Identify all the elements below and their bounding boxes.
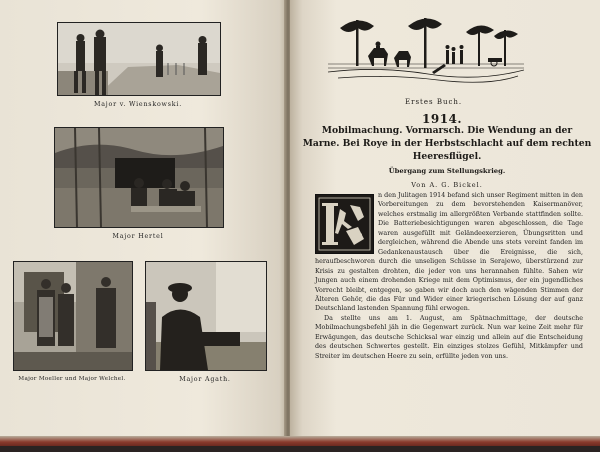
photo-dugout: [54, 127, 224, 228]
caption-photo1: Major v. Wienskowski.: [93, 101, 183, 108]
caption-photo2: Major Hertel: [112, 233, 164, 240]
chapter-year: 1914.: [422, 112, 463, 126]
drop-cap-illustration: [315, 194, 374, 254]
header-vignette-illustration: [328, 14, 524, 84]
book-bottom-edge: [0, 436, 600, 446]
photo-officers-road: [57, 22, 221, 96]
photo-major-agath: [145, 261, 267, 371]
caption-photo4: Major Agath.: [179, 376, 231, 383]
chapter-headline: Mobilmachung. Vormarsch. Die Wendung an der Marne. Bei Roye in der Herbstschlacht auf dem rechten Heeresflügel.: [302, 125, 592, 162]
book-label: Erstes Buch.: [405, 98, 463, 106]
chapter-subheadline: Übergang zum Stellungskrieg.: [388, 167, 506, 175]
photo-two-majors: [13, 261, 133, 371]
body-paragraph-1: n den Julitagen 1914 befand sich unser Regiment mitten in den Vorbereitungen zu dem bevorstehenden Kaisermanöver, welches erstmalig im allergrößten Verbande stattfinden sollte. Die Batteriebesichtigungen waren abgeschlossen, die Tage waren ausgefüllt mit Geländeexerzieren, Übungsritten und dergleichen, während die Abende uns stets vereint fanden im Gedankenaustausch über die Ereignisse, die sich, heraufbeschworen durch die unseligen Schüsse in Serajewo, überstürzend zur Krisis zu gestalten drohten, die jeder von uns herannahen fühlte. Sahen wir Jungen auch einem drohenden Kriege mit dem Optimismus, der ein jugendliches Vorrecht bleibt, entgegen, so gaben wir doch auch den wägenden Stimmen der Älteren Gehör, die das Für und Wider einer kriegerischen Lösung der auf ganz Deutschland lastenden Spannung fühl erwogen.: [315, 192, 583, 313]
chapter-author: Von A. G. Bickel.: [411, 181, 483, 189]
left-page: [0, 0, 288, 436]
chapter-body: [315, 191, 583, 361]
caption-photo3: Major Moeller und Major Welchel.: [18, 376, 126, 382]
body-paragraph-2: Da stellte uns am 1. August, am Spätnachmittage, der deutsche Mobilmachungsbefehl jäh in die Gegenwart zurück. Nun war keine Zeit mehr für Erwägungen, das deutsche Schicksal war einzig und allein auf die Entscheidung des deutschen Schwertes gestellt. Ein einziges stolzes Gefühl, Mitkämpfer und Streiter im deutschen Heere zu sein, erfüllte jeden von uns.: [315, 314, 583, 360]
